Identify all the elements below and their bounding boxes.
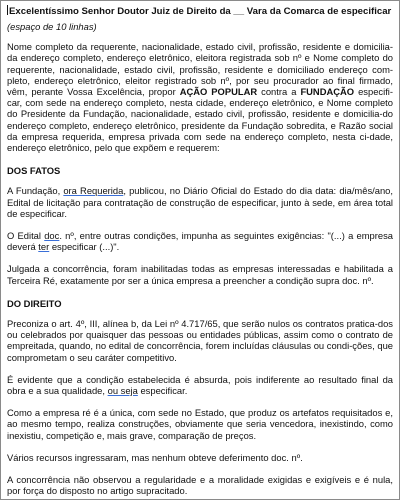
document-body	[7, 5, 393, 500]
direito-paragraph-2[interactable]	[7, 374, 393, 396]
fatos-p1-text-a: A Fundação,	[7, 185, 64, 197]
fatos-p2-text-b: . nº, entre outras condições, impunha as seguintes exigências: "(...) a empresa deverá	[7, 230, 393, 253]
direito-paragraph-1[interactable]: Preconiza o art. 4º, III, alínea b, da Lei nº 4.717/65, que serão nulos os contratos pratica-dos ou celebrados por quaisquer das pessoas ou entidades públicas, assim como o contrato de empreitada, quando, no edital de concorrência, forem incluídas cláusulas ou condi-ções, que comprometam o seu caráter competitivo.	[7, 318, 393, 363]
intro-bold-fundacao: FUNDAÇÃO	[300, 86, 355, 98]
text-cursor	[7, 5, 8, 15]
fatos-p2-underlined-doc: doc	[44, 230, 60, 242]
fatos-paragraph-2[interactable]	[7, 230, 393, 252]
direito-p2-text-a: É evidente que a condição estabelecida é absurda, pois indiferente ao resultado final da obra e a sua qualidade,	[7, 373, 393, 397]
intro-paragraph[interactable]	[7, 41, 393, 153]
intro-text-3: especifi-car, com sede na endereço completo, nesta cidade, endereço eletrônico, e Nome completo do Presidente da Fundação, nacionalidade, estado civil, profissão, residente e domicilia-do endereço completo, endereço eletrônico, presidente da Fundação sobredita, e Razão social da empresa requerida, empresa privada com sede na endereço completo, nesta ci-dade, endereço eletrônico, pelo que expõem e requerem:	[7, 86, 394, 154]
intro-text-2: contra a	[257, 86, 301, 98]
fatos-p2-text-c: especificar (...)".	[49, 241, 120, 253]
fatos-p1-text-b: , publicou, no Diário Oficial do Estado do dia data: dia/mês/ano, Edital de licitação para contratação de construção de especificar, junto à sede, em área total de especificar.	[7, 185, 393, 219]
fatos-p2-underlined-ter: ter	[38, 241, 50, 253]
section-title-fatos: DOS FATOS	[7, 165, 61, 177]
heading-text: Excelentíssimo Senhor Doutor Juiz de Direito da __ Vara da Comarca de especificar	[9, 6, 392, 17]
direito-paragraph-5[interactable]: A concorrência não observou a regularidade e a moralidade exigidas e exigíveis e é nula, por força do disposto no artigo supracitado.	[7, 474, 393, 497]
section-title-direito: DO DIREITO	[7, 297, 62, 309]
direito-p2-text-b: especificar.	[137, 385, 188, 397]
fatos-p1-underlined: ora Requerida	[63, 185, 124, 197]
direito-paragraph-4[interactable]: Vários recursos ingressaram, mas nenhum obteve deferimento doc. nº.	[7, 451, 303, 463]
fatos-p2-text-a: O Edital	[7, 230, 45, 242]
intro-text-1: Nome completo da requerente, nacionalidade, estado civil, profissão, residente e domicilia-da endereço completo, endereço eletrônico, eleitora registrada sob nº e Nome completo do requerente, nacionalidade, estado civil, profissão, residente e domiciliado endereço com-pleto, endereço eletrônico, eleitor registrado sob nº, por seu procurador ao final firmado, vêm, perante Vossa Excelência, propor	[7, 41, 393, 98]
spacing-note: (espaço de 10 linhas)	[7, 21, 97, 32]
intro-bold-acao-popular: AÇÃO POPULAR	[179, 86, 258, 98]
fatos-paragraph-3[interactable]: Julgada a concorrência, foram inabilitadas todas as empresas interessadas e habilitada a Terceira Ré, exatamente por ser a única empresa a preencher a condição supra doc. nº.	[7, 263, 393, 286]
document-heading[interactable]	[7, 5, 393, 18]
direito-p2-underlined: ou seja	[107, 385, 138, 397]
direito-paragraph-3[interactable]: Como a empresa ré é a única, com sede no Estado, que produz os artefatos requisitados e, ao mesmo tempo, realiza construções, obviamente que seria vencedora, inexistindo, como inexistiu, competição e, mais grave, comparação de preços.	[7, 407, 393, 441]
fatos-paragraph-1[interactable]	[7, 185, 393, 219]
